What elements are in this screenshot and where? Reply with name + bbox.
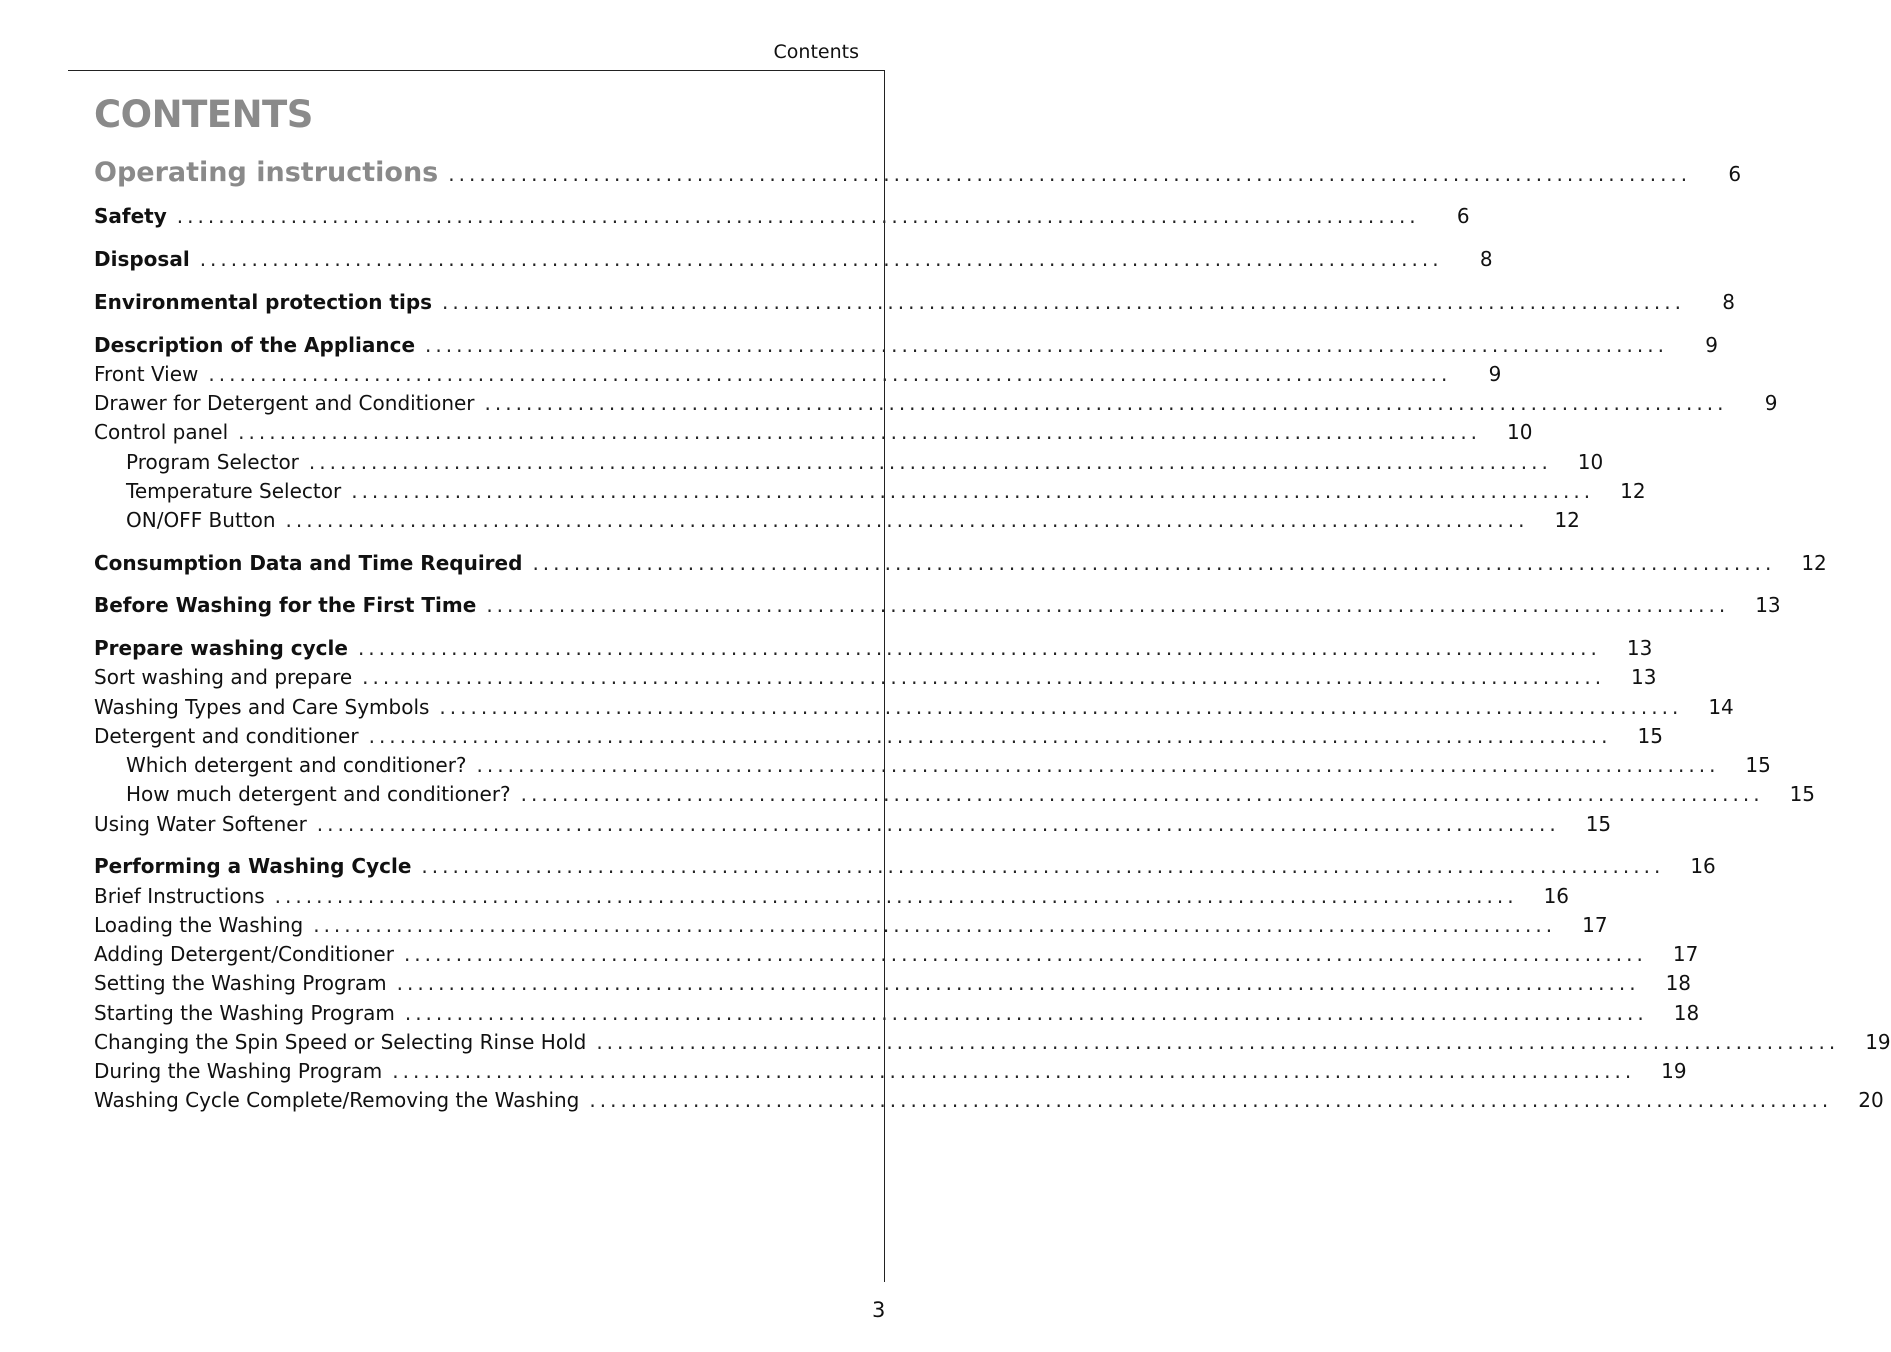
toc-entry[interactable]: [94, 663, 1657, 691]
toc-leader-dots: ........................................................................................................................: [404, 1001, 1648, 1025]
running-head: Contents: [773, 41, 859, 63]
toc-entry-label: Environmental protection tips: [94, 290, 433, 314]
toc-entry[interactable]: [94, 882, 1570, 910]
toc-leader-dots: ........................................................................................................................: [589, 1088, 1833, 1112]
toc-leader-dots: ........................................................................................................................: [316, 812, 1560, 836]
toc-entry-label: Using Water Softener: [94, 812, 307, 836]
toc-entry[interactable]: [94, 202, 1470, 230]
toc-entry[interactable]: [94, 940, 1699, 968]
toc-leader-dots: ........................................................................................................................: [486, 593, 1730, 617]
toc-entry-label: Sort washing and prepare: [94, 665, 353, 689]
toc-entry[interactable]: [94, 810, 1612, 838]
toc-entry[interactable]: [94, 418, 1533, 446]
toc-leader-dots: ........................................................................................................................: [392, 1059, 1636, 1083]
toc-entry-label: Setting the Washing Program: [94, 971, 387, 995]
toc-entry[interactable]: [94, 360, 1502, 388]
toc-leader-dots: ........................................................................................................................: [442, 290, 1685, 314]
toc-entry[interactable]: [126, 477, 1646, 505]
toc-entry-page: 16: [1543, 884, 1570, 908]
toc-entry-label: Consumption Data and Time Required: [94, 551, 523, 575]
toc-leader-dots: ........................................................................................................................: [439, 695, 1683, 719]
toc-entry-label: Performing a Washing Cycle: [94, 854, 412, 878]
toc-entry-label: Washing Cycle Complete/Removing the Washing: [94, 1088, 580, 1112]
toc-entry[interactable]: [94, 722, 1663, 750]
toc-entry-page: 12: [1620, 479, 1646, 503]
toc-entry-page: 17: [1582, 913, 1608, 937]
toc-leader-dots: ........................................................................................................................: [313, 913, 1557, 937]
toc-leader-dots: ........................................................................................................................: [199, 247, 1443, 271]
toc-leader-dots: ........................................................................................................................: [368, 724, 1612, 748]
toc-entry-label: ON/OFF Button: [126, 508, 276, 532]
toc-entry-page: 8: [1479, 247, 1493, 271]
toc-entry-label: Program Selector: [126, 450, 299, 474]
toc-entry-label: Description of the Appliance: [94, 333, 416, 357]
toc-leader-dots: ........................................................................................................................: [421, 854, 1665, 878]
toc-entry-label: Starting the Washing Program: [94, 1001, 395, 1025]
toc-entry-page: 9: [1705, 333, 1718, 357]
toc-entry[interactable]: [94, 969, 1692, 997]
toc-entry-page: 16: [1690, 854, 1716, 878]
toc-entry-page: 10: [1577, 450, 1604, 474]
toc-entry-label: Washing Types and Care Symbols: [94, 695, 430, 719]
toc-entry-label: Safety: [94, 204, 167, 228]
toc-entry-page: 18: [1673, 1001, 1700, 1025]
toc-entry[interactable]: [94, 1057, 1687, 1085]
toc-leader-dots: ........................................................................................................................: [476, 753, 1720, 777]
toc-entry[interactable]: [94, 693, 1734, 721]
toc-entry-label: Which detergent and conditioner?: [126, 753, 467, 777]
toc-entry-page: 15: [1637, 724, 1663, 748]
toc-entry-page: 13: [1755, 593, 1781, 617]
toc-entry-page: 15: [1585, 812, 1612, 836]
toc-entry[interactable]: [94, 634, 1653, 662]
toc-entry[interactable]: [126, 506, 1580, 534]
toc-entry[interactable]: [126, 780, 1816, 808]
toc-leader-dots: ........................................................................................................................: [396, 971, 1640, 995]
toc-entry-page: 9: [1764, 391, 1778, 415]
toc-entry-page: 13: [1626, 636, 1653, 660]
toc-entry-page: 19: [1661, 1059, 1687, 1083]
toc-leader-dots: ........................................................................................................................: [425, 333, 1668, 357]
toc-entry[interactable]: [94, 331, 1718, 359]
toc-entry-page: 9: [1488, 362, 1502, 386]
toc-entry-label: Front View: [94, 362, 199, 386]
toc-entry[interactable]: [94, 389, 1778, 417]
toc-leader-dots: ........................................................................................................................: [285, 508, 1529, 532]
toc-entry-page: 12: [1554, 508, 1580, 532]
toc-entry-label: Control panel: [94, 420, 229, 444]
toc-entry-page: 18: [1665, 971, 1692, 995]
toc-leader-dots: ........................................................................................................................: [208, 362, 1452, 386]
toc-entry-label: Adding Detergent/Conditioner: [94, 942, 394, 966]
toc-leader-dots: ........................................................................................................................: [520, 782, 1764, 806]
toc-entry[interactable]: [94, 591, 1781, 619]
toc-entry-label: During the Washing Program: [94, 1059, 383, 1083]
toc-entry[interactable]: [94, 911, 1608, 939]
toc-entry-label: Changing the Spin Speed or Selecting Rinse Hold: [94, 1030, 587, 1054]
toc-entry-page: 15: [1789, 782, 1816, 806]
toc-leader-dots: ........................................................................................................................: [403, 942, 1647, 966]
toc-leader-dots: ........................................................................................................................: [274, 884, 1518, 908]
toc-entry-page: 8: [1722, 290, 1735, 314]
toc-entry[interactable]: [126, 751, 1771, 779]
toc-entry-page: 20: [1858, 1088, 1884, 1112]
toc-leader-dots: ........................................................................................................................: [351, 479, 1595, 503]
toc-entry[interactable]: [94, 1086, 1884, 1114]
toc-entry-label: Loading the Washing: [94, 913, 304, 937]
toc-entry-label: How much detergent and conditioner?: [126, 782, 511, 806]
toc-section-label: Operating instructions: [94, 157, 439, 188]
toc-entry[interactable]: [94, 549, 1827, 577]
toc-entry-label: Temperature Selector: [126, 479, 342, 503]
toc-entry-label: Brief Instructions: [94, 884, 265, 908]
toc-entry[interactable]: [94, 245, 1493, 273]
toc-entry[interactable]: [94, 999, 1700, 1027]
toc-section-page: 6: [1728, 162, 1742, 186]
toc-entry-page: 12: [1801, 551, 1827, 575]
toc-entry-label: Prepare washing cycle: [94, 636, 348, 660]
toc-entry[interactable]: [94, 288, 1735, 316]
toc-entry-label: Detergent and conditioner: [94, 724, 359, 748]
toc-leader-dots: ........................................................................................................................: [176, 204, 1420, 228]
toc-leader-dots: ........................................................................................................................: [596, 1030, 1840, 1054]
toc-section-row[interactable]: [94, 156, 1742, 190]
toc-entry[interactable]: [126, 448, 1604, 476]
toc-title: CONTENTS: [94, 93, 313, 136]
toc-leader-dots: ........................................................................................................................: [308, 450, 1552, 474]
page-number: 3: [872, 1298, 886, 1322]
header-rule: [68, 70, 885, 71]
toc-leader-dots: ........................................................................................................................: [362, 665, 1606, 689]
toc-leader-dots: ........................................................................................................................: [532, 551, 1776, 575]
toc-entry-label: Before Washing for the First Time: [94, 593, 477, 617]
toc-entry[interactable]: [94, 852, 1716, 880]
toc-entry[interactable]: [94, 1028, 1891, 1056]
toc-entry-page: 14: [1708, 695, 1734, 719]
toc-entry-page: 19: [1865, 1030, 1891, 1054]
toc-entry-label: Disposal: [94, 247, 190, 271]
toc-entry-label: Drawer for Detergent and Conditioner: [94, 391, 475, 415]
toc-entry-page: 15: [1745, 753, 1771, 777]
toc-entry-page: 10: [1507, 420, 1533, 444]
toc-entry-page: 17: [1672, 942, 1699, 966]
toc-entry-page: 13: [1631, 665, 1657, 689]
toc-leader-dots: ........................................................................................................................: [448, 162, 1692, 186]
toc-entry-page: 6: [1456, 204, 1470, 228]
toc-leader-dots: ........................................................................................................................: [484, 391, 1728, 415]
toc-leader-dots: ........................................................................................................................: [238, 420, 1482, 444]
toc-leader-dots: ........................................................................................................................: [357, 636, 1601, 660]
